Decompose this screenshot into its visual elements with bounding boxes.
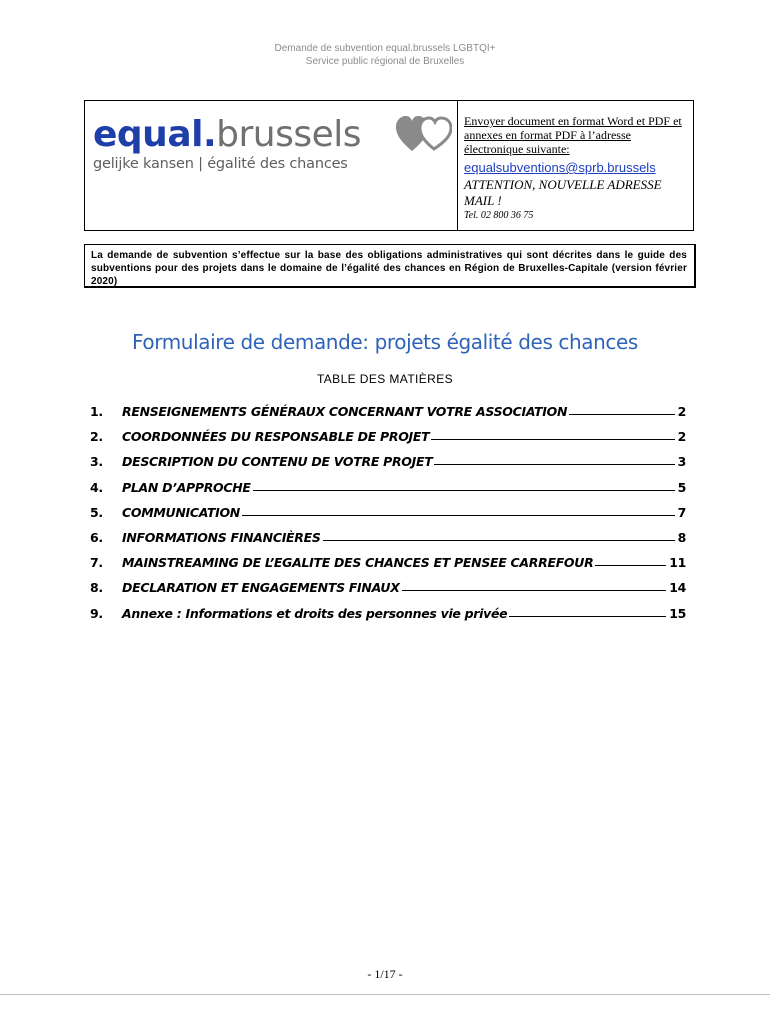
toc-entry-number: 7.: [90, 555, 103, 571]
toc-entry-page: 2: [677, 404, 686, 419]
toc-entry-title: COMMUNICATION: [122, 504, 240, 520]
toc-entry-number: 8.: [90, 580, 103, 596]
toc-entry-title: COORDONNÉES DU RESPONSABLE DE PROJET: [122, 429, 430, 445]
document-title: Formulaire de demande: projets égalité des chances: [132, 330, 638, 354]
toc-entry-title: Annexe : Informations et droits des personnes vie privée: [122, 605, 508, 621]
toc-leader-line: [509, 616, 666, 617]
toc-entry-title: INFORMATIONS FINANCIÈRES: [122, 529, 321, 545]
toc-entry-page: 8: [677, 529, 686, 545]
toc-leader-line: [431, 439, 674, 440]
toc-entry[interactable]: [90, 505, 686, 530]
footer-rule: [0, 994, 770, 995]
toc-entry[interactable]: [90, 555, 686, 580]
toc-entry-page: 3: [677, 454, 686, 470]
logo-tagline: gelijke kansen | égalité des chances: [93, 156, 348, 172]
toc-entry-number: 6.: [90, 529, 103, 545]
toc-entry-title: RENSEIGNEMENTS GÉNÉRAUX CONCERNANT VOTRE ASSOCIATION: [122, 404, 568, 419]
toc-leader-line: [434, 464, 674, 465]
toc-entry-number: 4.: [90, 479, 103, 495]
toc-leader-line: [402, 590, 667, 591]
logo-wordmark: [93, 115, 361, 155]
toc-entry-number: 3.: [90, 454, 103, 470]
toc-entry[interactable]: [90, 530, 686, 555]
toc-entry[interactable]: [90, 580, 686, 605]
toc-entry-page: 14: [669, 580, 686, 596]
logo-dot: .: [202, 114, 217, 155]
toc-entry-page: 15: [669, 605, 686, 621]
toc-entry-number: 2.: [90, 429, 103, 445]
contact-attention: ATTENTION, NOUVELLE ADRESSE MAIL !: [464, 177, 662, 208]
toc-entry-title: DECLARATION ET ENGAGEMENTS FINAUX: [122, 580, 400, 596]
toc-leader-line: [595, 565, 666, 566]
toc-entry-page: 11: [669, 555, 686, 571]
toc-entry-page: 2: [677, 429, 686, 445]
toc-entry-number: 9.: [90, 605, 103, 621]
logo-cell: [85, 101, 458, 230]
toc-entry-title: PLAN D’APPROCHE: [122, 479, 251, 495]
contact-tel: Tel. 02 800 36 75: [464, 210, 534, 221]
table-of-contents: [90, 404, 686, 631]
toc-leader-line: [323, 540, 675, 541]
header-table: [84, 100, 694, 231]
toc-entry-number: 5.: [90, 504, 103, 520]
toc-entry[interactable]: [90, 454, 686, 479]
notice-box: La demande de subvention s’effectue sur la base des obligations administratives qui sont décrites dans le guide des subventions pour des projets dans le domaine de l’égalité des chances en Région de Bruxelles-Capitale (version février 2020): [84, 244, 696, 288]
toc-leader-line: [253, 490, 675, 491]
toc-entry[interactable]: [90, 480, 686, 505]
page-number: - 1/17 -: [367, 967, 403, 981]
logo-word-equal: equal: [93, 114, 203, 155]
header-line-2: Service public régional de Bruxelles: [305, 56, 465, 67]
contact-email-link[interactable]: equalsubventions@sprb.brussels: [464, 160, 656, 175]
toc-entry-number: 1.: [90, 404, 103, 419]
contact-instruction: Envoyer document en format Word et PDF et annexes en format PDF à l’adresse électronique suivante:: [464, 114, 682, 156]
toc-entry-title: MAINSTREAMING DE L’EGALITE DES CHANCES ET PENSEE CARREFOUR: [122, 555, 594, 571]
logo-word-brussels: brussels: [216, 114, 362, 155]
header-line-1: Demande de subvention equal.brussels LGBTQI+: [274, 43, 496, 54]
contact-cell: [458, 101, 693, 230]
toc-leader-line: [242, 515, 675, 516]
hearts-icon: [396, 115, 452, 153]
toc-entry[interactable]: [90, 429, 686, 454]
page-header: [0, 42, 770, 68]
toc-leader-line: [569, 414, 674, 415]
toc-entry[interactable]: [90, 606, 686, 631]
toc-heading: TABLE DES MATIÈRES: [316, 372, 454, 386]
toc-entry-title: DESCRIPTION DU CONTENU DE VOTRE PROJET: [122, 454, 433, 470]
toc-entry-page: 7: [677, 504, 686, 520]
toc-entry[interactable]: [90, 404, 686, 429]
toc-entry-page: 5: [677, 479, 686, 495]
